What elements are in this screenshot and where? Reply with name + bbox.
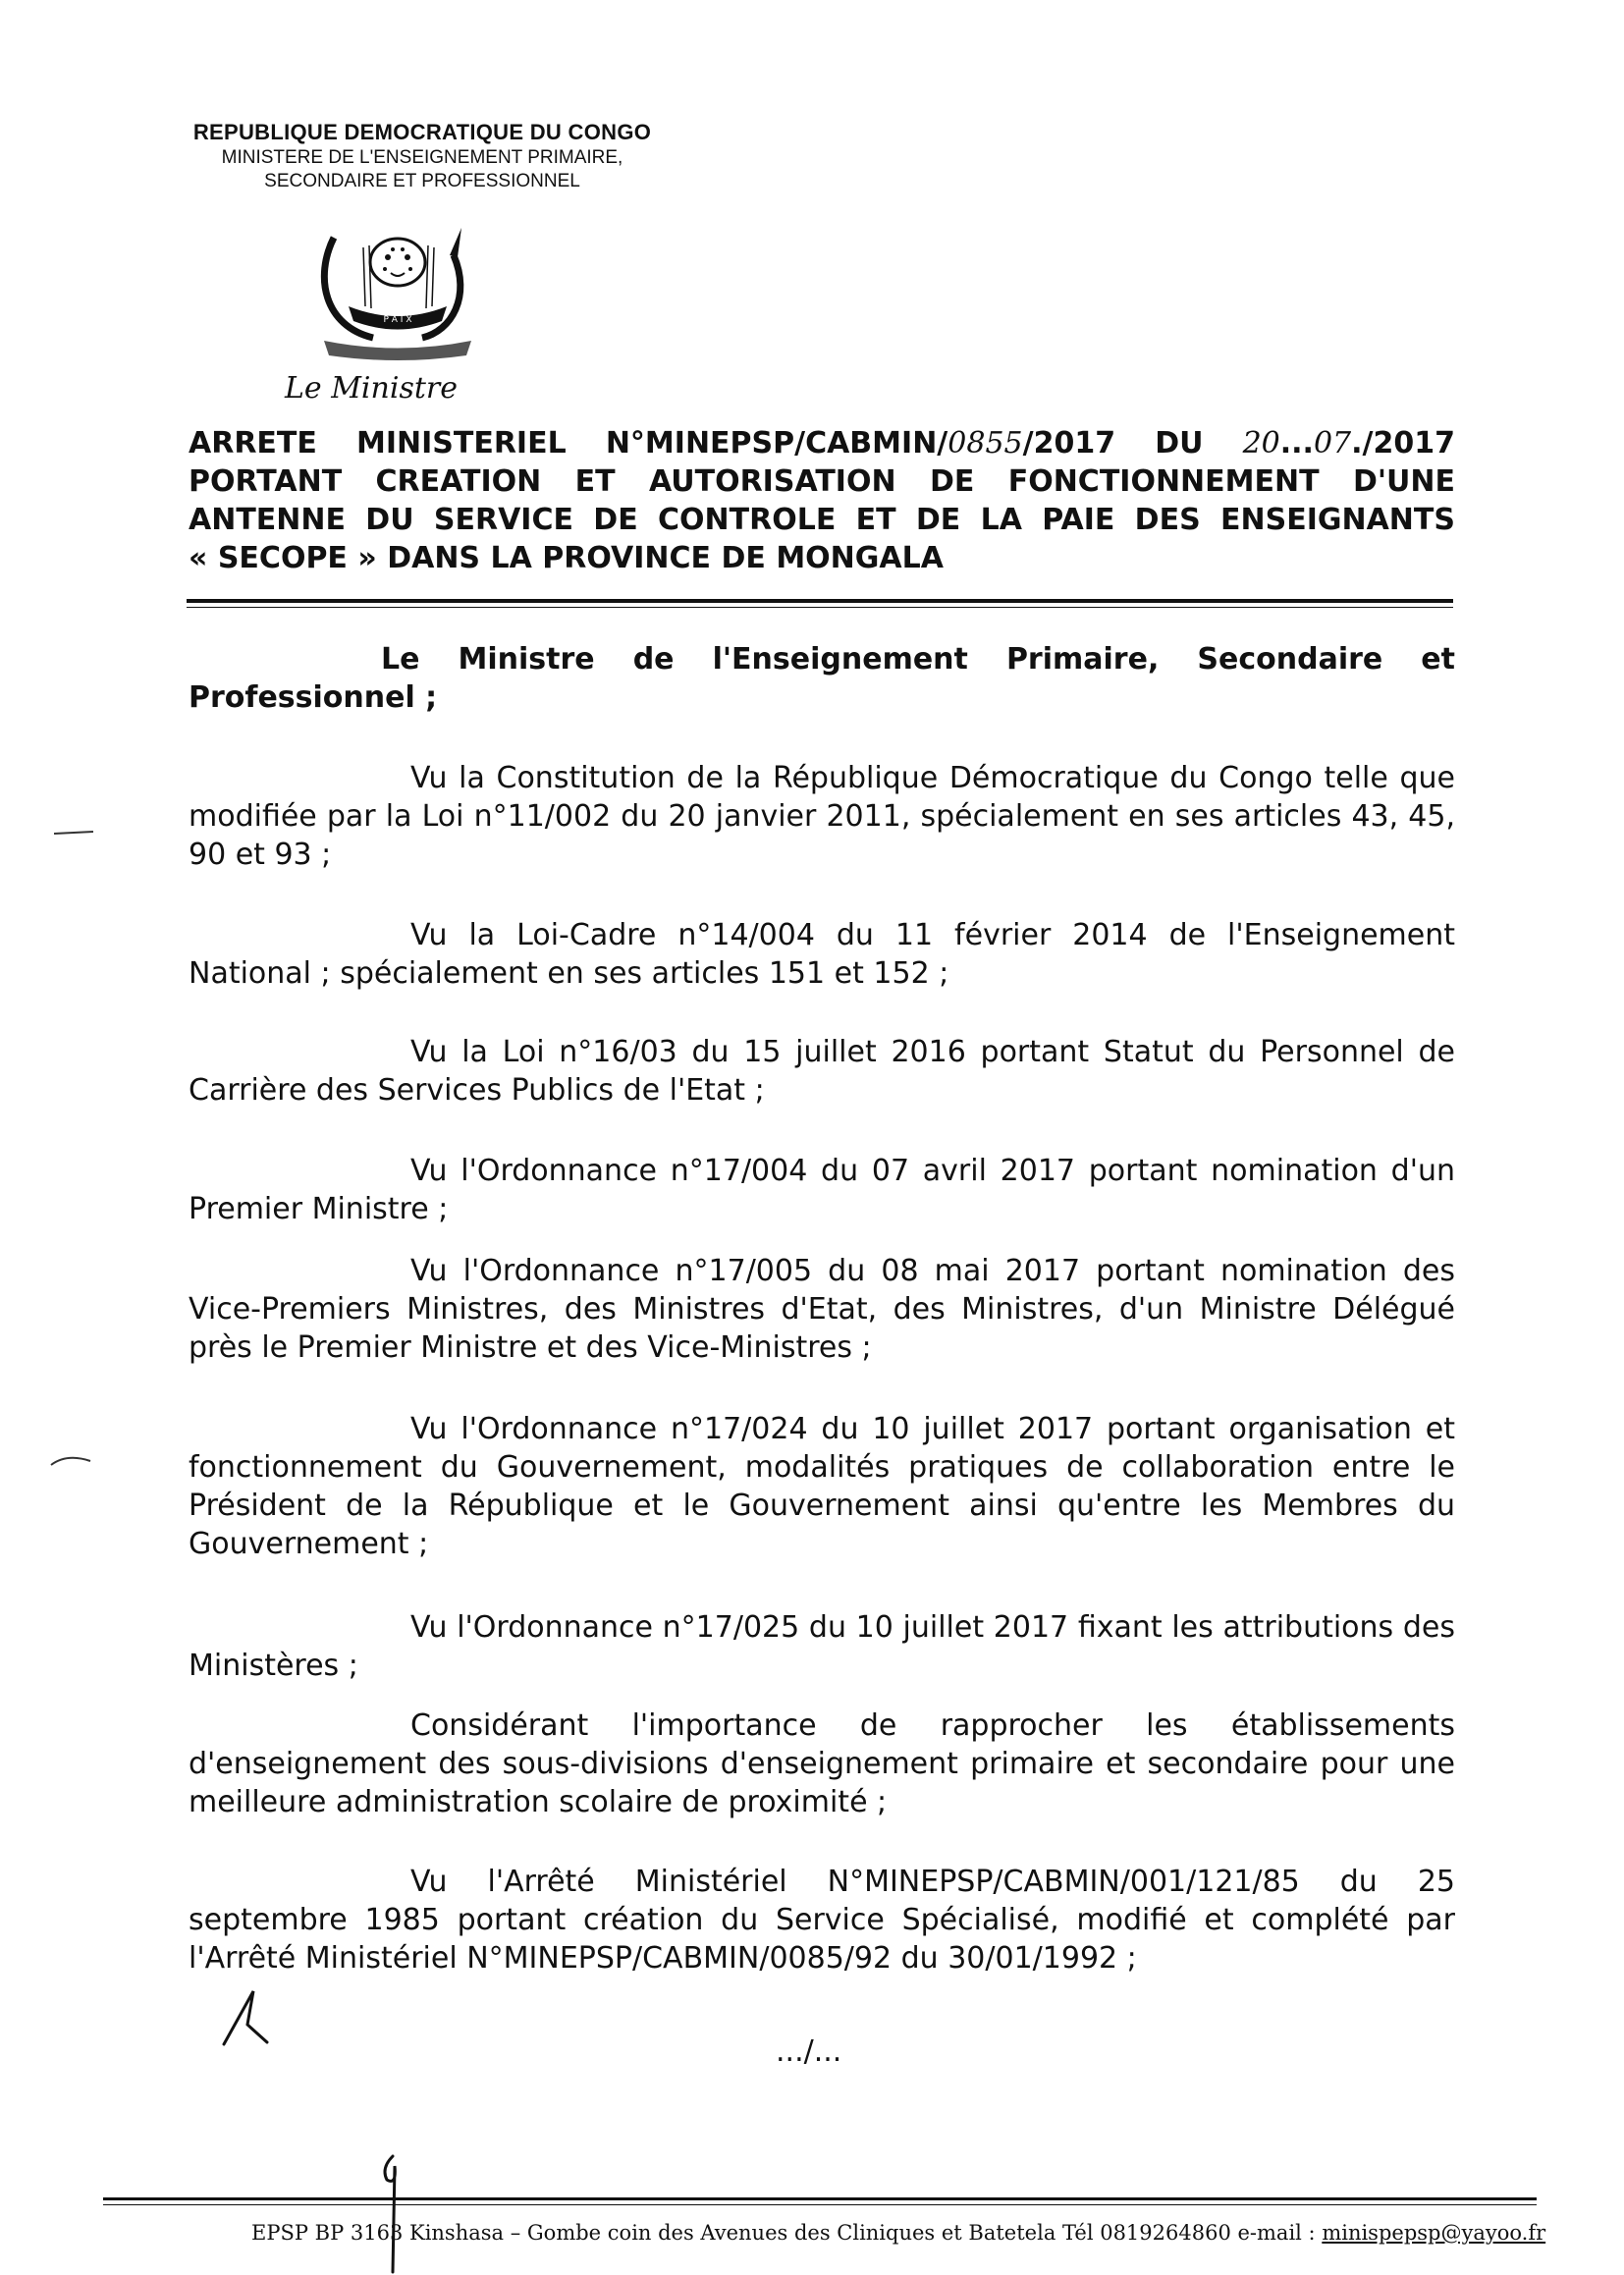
ministry-line-1: MINISTERE DE L'ENSEIGNEMENT PRIMAIRE, (221, 147, 623, 168)
paragraph: Vu l'Ordonnance n°17/004 du 07 avril 2017 portant nomination d'un Premier Ministre ; (189, 1154, 1455, 1226)
handwritten-number: 0855 (947, 426, 1023, 460)
paragraph: Vu la Loi n°16/03 du 15 juillet 2016 portant Statut du Personnel de Carrière des Services Publics de l'Etat ; (189, 1035, 1455, 1108)
title-line-1: ARRETE MINISTERIEL N°MINEPSP/CABMIN/0855/2017 DU 20...07./2017 (189, 426, 1456, 460)
paragraph: Vu la Loi-Cadre n°14/004 du 11 février 2014 de l'Enseignement National ; spécialement en ses articles 151 et 152 ; (189, 918, 1455, 991)
handwritten-day: 20 (1242, 426, 1280, 460)
paragraph: Vu l'Ordonnance n°17/005 du 08 mai 2017 portant nomination des Vice-Premiers Ministres, des Ministres d'Etat, des Ministres, d'un Ministre Délégué près le Premier Ministre et des Vice-Ministres ; (189, 1254, 1455, 1365)
country-name: REPUBLIQUE DEMOCRATIQUE DU CONGO (192, 120, 652, 144)
paragraph: Considérant l'importance de rapprocher les établissements d'enseignement des sous-divisions d'enseignement primaire et secondaire pour une meilleure administration scolaire de proximité ; (189, 1708, 1455, 1819)
handwritten-initial (216, 1974, 275, 2052)
handwritten-month: 07 (1313, 426, 1352, 460)
paragraph: Vu l'Ordonnance n°17/025 du 10 juillet 2017 fixant les attributions des Ministères ; (189, 1610, 1455, 1683)
paragraph: Vu la Constitution de la République Démocratique du Congo telle que modifiée par la Loi n°11/002 du 20 janvier 2011, spécialement en ses articles 43, 45, 90 et 93 ; (189, 761, 1455, 872)
margin-mark (54, 831, 93, 835)
footer-divider-thin (103, 2204, 1537, 2205)
paragraph: Vu l'Arrêté Ministériel N°MINEPSP/CABMIN/001/121/85 du 25 septembre 1985 portant création du Service Spécialisé, modifié et complété par l'Arrêté Ministériel N°MINEPSP/CABMIN/0085/92 du 30/01/1992 ; (189, 1865, 1455, 1976)
letterhead (128, 120, 717, 192)
signatory-title: Le Ministre (285, 371, 458, 406)
decree-title (189, 424, 1455, 577)
page-continuation: .../... (776, 2034, 842, 2069)
preamble: Le Ministre de l'Enseignement Primaire, Secondaire et Professionnel ; (189, 642, 1455, 715)
margin-mark (49, 1451, 93, 1471)
handwritten-mark (373, 2146, 412, 2274)
ministry-line-2: SECONDAIRE ET PROFESSIONNEL (264, 171, 580, 191)
title-line-2: PORTANT CREATION ET AUTORISATION DE FONCTIONNEMENT D'UNE (189, 464, 1455, 499)
paragraph: Vu l'Ordonnance n°17/024 du 10 juillet 2017 portant organisation et fonctionnement du Gouvernement, modalités pratiques de collaboration entre le Président de la République et le Gouvernement ainsi qu'entre les Membres du Gouvernement ; (189, 1412, 1455, 1561)
title-divider-thin (187, 607, 1453, 608)
title-divider (187, 599, 1453, 603)
coat-of-arms-icon (295, 208, 501, 365)
footer-divider (103, 2197, 1537, 2200)
title-line-4: « SECOPE » DANS LA PROVINCE DE MONGALA (189, 541, 944, 575)
footer-email[interactable]: minispepsp@yayoo.fr (1322, 2221, 1546, 2245)
title-line-3: ANTENNE DU SERVICE DE CONTROLE ET DE LA PAIE DES ENSEIGNANTS (189, 503, 1455, 537)
footer-address: EPSP BP 3163 Kinshasa – Gombe coin des Avenues des Cliniques et Batetela Tél 0819264860 e-mail : minispepsp@yayoo.fr (251, 2221, 1546, 2245)
svg-text:P A I X: P A I X (383, 315, 412, 325)
